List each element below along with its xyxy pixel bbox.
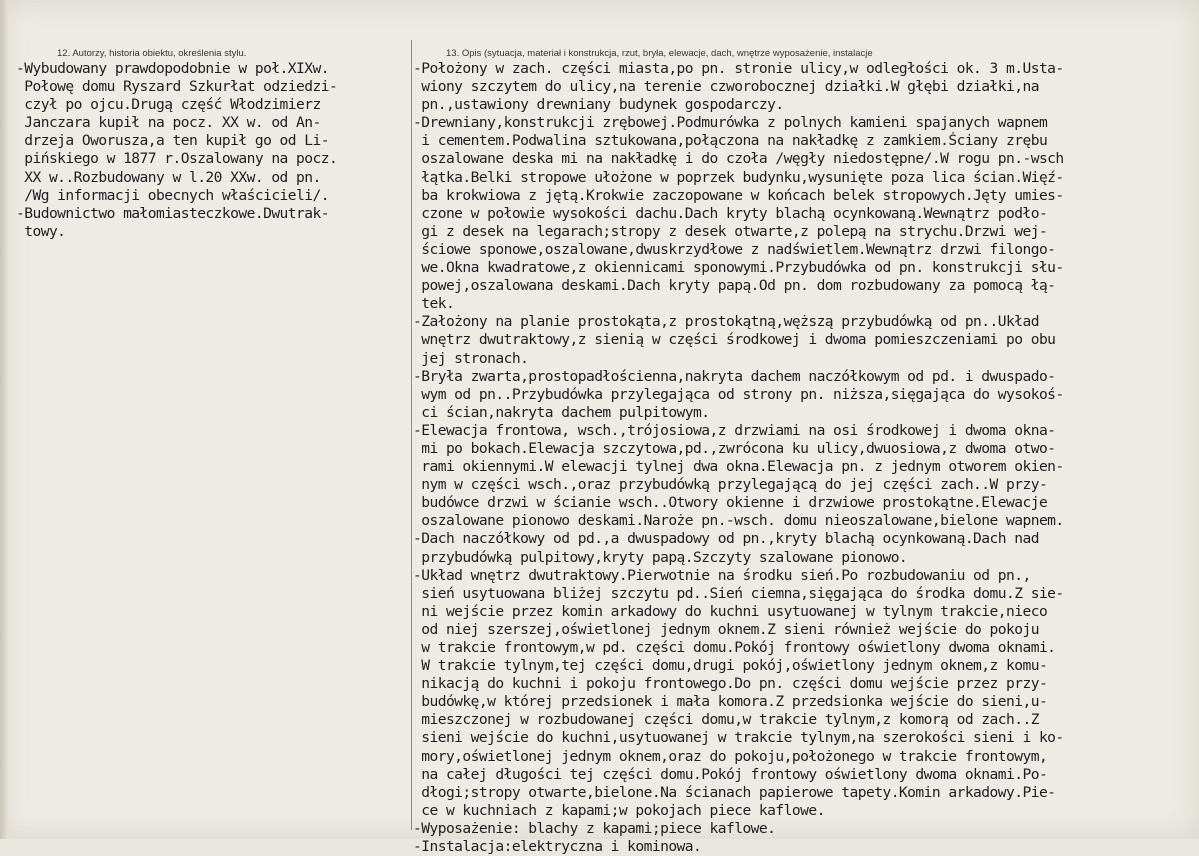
text-line: przybudówką pulpitowy,kryty papą.Szczyty szalowane pionowo. xyxy=(413,548,908,566)
text-line: mi po bokach.Elewacja szczytowa,pd.,zwrócona ku ulicy,dwuosiowa,z dwoma otwo- xyxy=(413,439,1056,457)
section-13-header: 13. Opis (sytuacja, materiał i konstrukcja, rzut, bryła, elewacje, dach, wnętrze wyposażenie, instalacje xyxy=(446,48,873,59)
text-line: ce w kuchniach z kapami;w pokojach piece kaflowe. xyxy=(413,801,825,819)
text-line: łątka.Belki stropowe ułożone w poprzek budynku,wysunięte poza lica ścian.Więź- xyxy=(413,168,1064,186)
text-line: -Układ wnętrz dwutraktowy.Pierwotnie na środku sień.Po rozbudowaniu od pn., xyxy=(413,566,1031,584)
text-line: sień usytuowana bliżej szczytu pd..Sień ciemna,sięgająca do środka domu.Z sie- xyxy=(413,584,1064,602)
text-line: Połowę domu Ryszard Szkurłat odziedzi- xyxy=(16,78,338,96)
card-edge xyxy=(0,0,8,839)
text-line: gi z desek na legarach;stropy z desek otwarte,z polepą na strychu.Drzwi wej- xyxy=(413,222,1048,240)
text-line: budówce drzwi w ścianie wsch..Otwory okienne i drzwiowe prostokątne.Elewacje xyxy=(413,494,1048,512)
text-line: nym w części wsch.,oraz przybudówką przylegającą do jej części zach..W przy- xyxy=(413,476,1048,494)
section-13-text xyxy=(413,60,1197,856)
text-line: ci ścian,nakryta dachem pulpitowym. xyxy=(413,403,710,421)
text-line: pińskiego w 1877 r.Oszalowany na pocz. xyxy=(16,150,338,168)
text-line: we.Okna kwadratowe,z okiennicami sponowymi.Przybudówka od pn. konstrukcji słu- xyxy=(413,259,1064,277)
text-line: -Wyposażenie: blachy z kapami;piece kaflowe. xyxy=(413,819,776,837)
text-line: wnętrz dwutraktowy,z sienią w części środkowej i dwoma pomieszczeniami po obu xyxy=(413,331,1056,349)
text-line: od niej szerszej,oświetlonej jednym oknem.Z sieni również wejście do pokoju xyxy=(413,620,1039,638)
text-line: towy. xyxy=(16,222,66,240)
section-12-header: 12. Autorzy, historia obiektu, określenia stylu. xyxy=(57,48,247,59)
text-line: i cementem.Podwalina sztukowana,połączona na nakładkę z zamkiem.Ściany zrębu xyxy=(413,132,1048,150)
text-line: oszalowane pionowo deskami.Naroże pn.-wsch. domu nieoszalowane,bielone wapnem. xyxy=(413,512,1064,530)
text-line: jej stronach. xyxy=(413,349,529,367)
text-line: -Dach naczółkowy od pd.,a dwuspadowy od pn.,kryty blachą ocynkowaną.Dach nad xyxy=(413,530,1039,548)
text-line: wym od pn..Przybudówka przylegająca od strony pn. niższa,sięgająca do wysokoś- xyxy=(413,385,1064,403)
text-line: -Bryła zwarta,prostopadłościenna,nakryta dachem naczółkowym od pd. i dwuspado- xyxy=(413,367,1056,385)
text-line: -Elewacja frontowa, wsch.,trójosiowa,z drzwiami na osi środkowej i dwoma okna- xyxy=(413,421,1056,439)
text-line: -Budownictwo małomiasteczkowe.Dwutrak- xyxy=(16,204,329,222)
text-line: ba krokwiowa z jętą.Krokwie zaczopowane w końcach belek stropowych.Jęty umies- xyxy=(413,186,1064,204)
text-line: ściowe sponowe,oszalowane,dwuskrzydłowe z nadświetlem.Wewnątrz drzwi filongo- xyxy=(413,240,1056,258)
text-line: pn.,ustawiony drewniany budynek gospodarczy. xyxy=(413,96,784,114)
text-line: mieszczonej w rozbudowanej części domu,w trakcie tylnym,z komorą od zach..Z xyxy=(413,711,1039,729)
text-line: -Wybudowany prawdopodobnie w poł.XIXw. xyxy=(16,60,329,77)
text-line: w trakcie frontowym,w pd. części domu.Pokój frontowy oświetlony dwoma oknami. xyxy=(413,639,1056,656)
text-line: XX w..Rozbudowany w l.20 XXw. od pn. xyxy=(16,168,321,186)
text-line: rami okiennymi.W elewacji tylnej dwa okna.Elewacja pn. z jednym otworem okien- xyxy=(413,458,1064,476)
text-line: -Położony w zach. części miasta,po pn. stronie ulicy,w odległości ok. 3 m.Usta- xyxy=(413,60,1064,77)
text-line: /Wg informacji obecnych właścicieli/. xyxy=(16,186,329,204)
text-line: sieni wejście do kuchni,usytuowanej w trakcie tylnym,na szerokości sieni i ko- xyxy=(413,729,1064,747)
text-line: -Założony na planie prostokąta,z prostokątną,węższą przybudówką od pn..Układ xyxy=(413,313,1039,331)
text-line: ni wejście przez komin arkadowy do kuchni usytuowanej w tylnym trakcie,nieco xyxy=(413,602,1048,620)
text-line: na całej długości tej części domu.Pokój frontowy oświetlony dwoma oknami.Po- xyxy=(413,765,1048,783)
text-line: nikacją do kuchni i pokoju frontowego.Do pn. części domu wejście przez przy- xyxy=(413,675,1048,693)
section-12-text xyxy=(16,60,408,241)
text-line: -Drewniany,konstrukcji zrębowej.Podmurówka z polnych kamieni spajanych wapnem xyxy=(413,114,1048,132)
text-line: oszalowane deska mi na nakładkę i do czoła /węgły niedostępne/.W rogu pn.-wsch xyxy=(413,150,1064,168)
column-divider xyxy=(411,40,412,830)
text-line: mory,oświetlonej jednym oknem,oraz do pokoju,położonego w trakcie frontowym, xyxy=(413,747,1048,765)
text-line: W trakcie tylnym,tej części domu,drugi pokój,oświetlony jednym oknem,z komu- xyxy=(413,657,1048,675)
text-line: dłogi;stropy otwarte,bielone.Na ścianach papierowe tapety.Komin arkadowy.Pie- xyxy=(413,783,1056,801)
text-line: tek. xyxy=(413,295,455,313)
text-line: powej,oszalowana deskami.Dach kryty papą.Od pn. dom rozbudowany za pomocą łą- xyxy=(413,277,1056,295)
text-line: -Instalacja:elektryczna i kominowa. xyxy=(413,838,702,856)
text-line: Janczara kupił na pocz. XX w. od An- xyxy=(16,114,321,132)
text-line: budówkę,w której przedsionek i mała komora.Z przedsionka wejście do sieni,u- xyxy=(413,693,1048,711)
text-line: czył po ojcu.Drugą część Włodzimierz xyxy=(16,96,321,114)
text-line: drzeja Oworusza,a ten kupił go od Li- xyxy=(16,132,329,150)
text-line: czone w połowie wysokości dachu.Dach kryty blachą ocynkowaną.Wewnątrz podło- xyxy=(413,204,1048,222)
text-line: wiony szczytem do ulicy,na terenie czworobocznej działki.W głębi działki,na xyxy=(413,78,1039,96)
